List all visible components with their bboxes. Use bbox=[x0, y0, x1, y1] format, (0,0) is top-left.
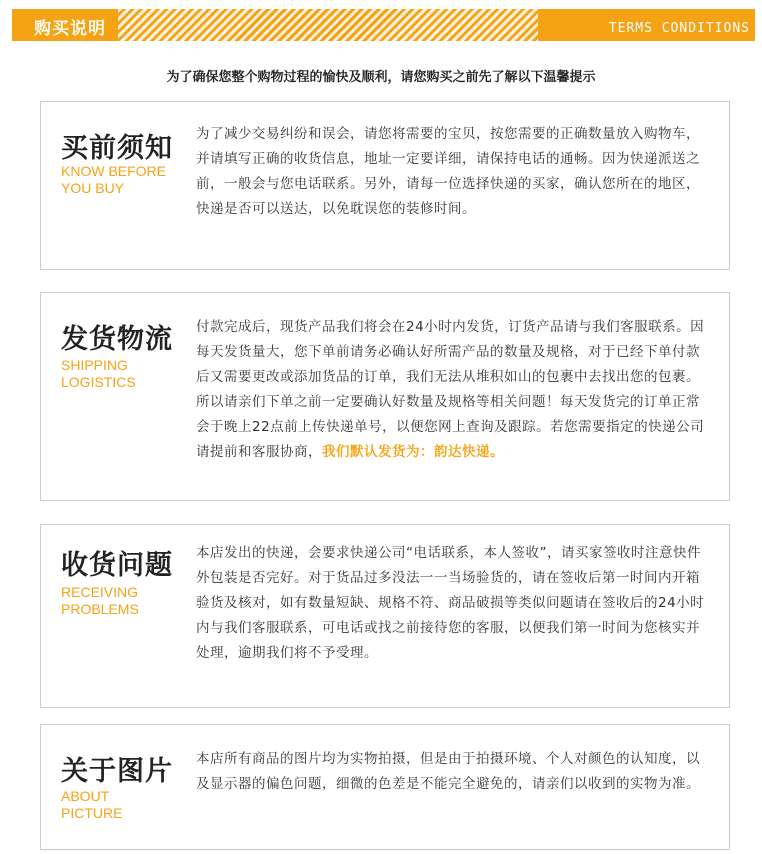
section-en-line: PICTURE bbox=[61, 805, 123, 821]
section-en-title bbox=[61, 584, 191, 618]
section-en-line: LOGISTICS bbox=[61, 374, 136, 390]
section-en-line: YOU BUY bbox=[61, 180, 125, 196]
section-body bbox=[196, 315, 711, 465]
section-shipping bbox=[40, 292, 730, 501]
section-body-text: 付款完成后，现货产品我们将会在24小时内发货，订货产品请与我们客服联系。因每天发货量大，您下单前请务必确认好所需产品的数量及规格，对于已经下单付款后又需要更改或添加货品的订单，我们无法从堆积如山的包裹中去找出您的包裹。所以请亲们下单之前一定要确认好数量及规格等相关问题！每天发货完的订单正常会于晚上22点前上传快递单号，以便您网上查询及跟踪。若您需要指定的快递公司请提前和客服协商， bbox=[196, 319, 705, 460]
default-courier-highlight: 我们默认发货为：韵达快递。 bbox=[322, 444, 504, 460]
header-stripes bbox=[118, 9, 538, 41]
section-body: 本店发出的快递，会要求快递公司“电话联系，本人签收”，请买家签收时注意快件外包装是否完好。对于货品过多没法一一当场验货的，请在签收后第一时间内开箱验货及核对，如有数量短缺、规格不符、商品破损等类似问题请在签收后的24小时内与我们客服联系，可电话或找之前接待您的客服，以便我们第一时间为您核实并处理，逾期我们将不予受理。 bbox=[196, 545, 705, 661]
section-en-line: PROBLEMS bbox=[61, 601, 139, 617]
section-body: 为了减少交易纠纷和误会，请您将需要的宝贝，按您需要的正确数量放入购物车，并请填写正确的收货信息，地址一定要详细，请保持电话的通畅。因为快递派送之前，一般会与您电话联系。另外，请每一位选择快递的买家，确认您所在的地区，快递是否可以送达，以免耽误您的装修时间。 bbox=[196, 126, 700, 217]
section-title: 发货物流 bbox=[61, 324, 173, 355]
section-title: 收货问题 bbox=[61, 550, 173, 581]
section-title: 买前须知 bbox=[61, 133, 173, 164]
section-title: 关于图片 bbox=[61, 756, 173, 787]
header-subtitle: TERMS CONDITIONS bbox=[608, 21, 750, 36]
section-en-line: KNOW BEFORE bbox=[61, 163, 167, 179]
section-en-line: RECEIVING bbox=[61, 584, 139, 600]
section-receiving bbox=[40, 524, 730, 708]
section-know-before bbox=[40, 101, 730, 270]
section-en-title bbox=[61, 788, 191, 822]
section-body: 本店所有商品的图片均为实物拍摄，但是由于拍摄环境、个人对颜色的认知度，以及显示器的偏色问题，细微的色差是不能完全避免的，请亲们以收到的实物为准。 bbox=[196, 751, 700, 792]
section-about-picture bbox=[40, 724, 730, 850]
section-en-line: SHIPPING bbox=[61, 357, 128, 373]
intro-text: 为了确保您整个购物过程的愉快及顺利，请您购买之前先了解以下温馨提示 bbox=[166, 70, 596, 85]
section-en-line: ABOUT bbox=[61, 788, 110, 804]
section-en-title bbox=[61, 357, 191, 391]
section-en-title bbox=[61, 163, 191, 197]
header-title: 购买说明 bbox=[34, 19, 106, 39]
